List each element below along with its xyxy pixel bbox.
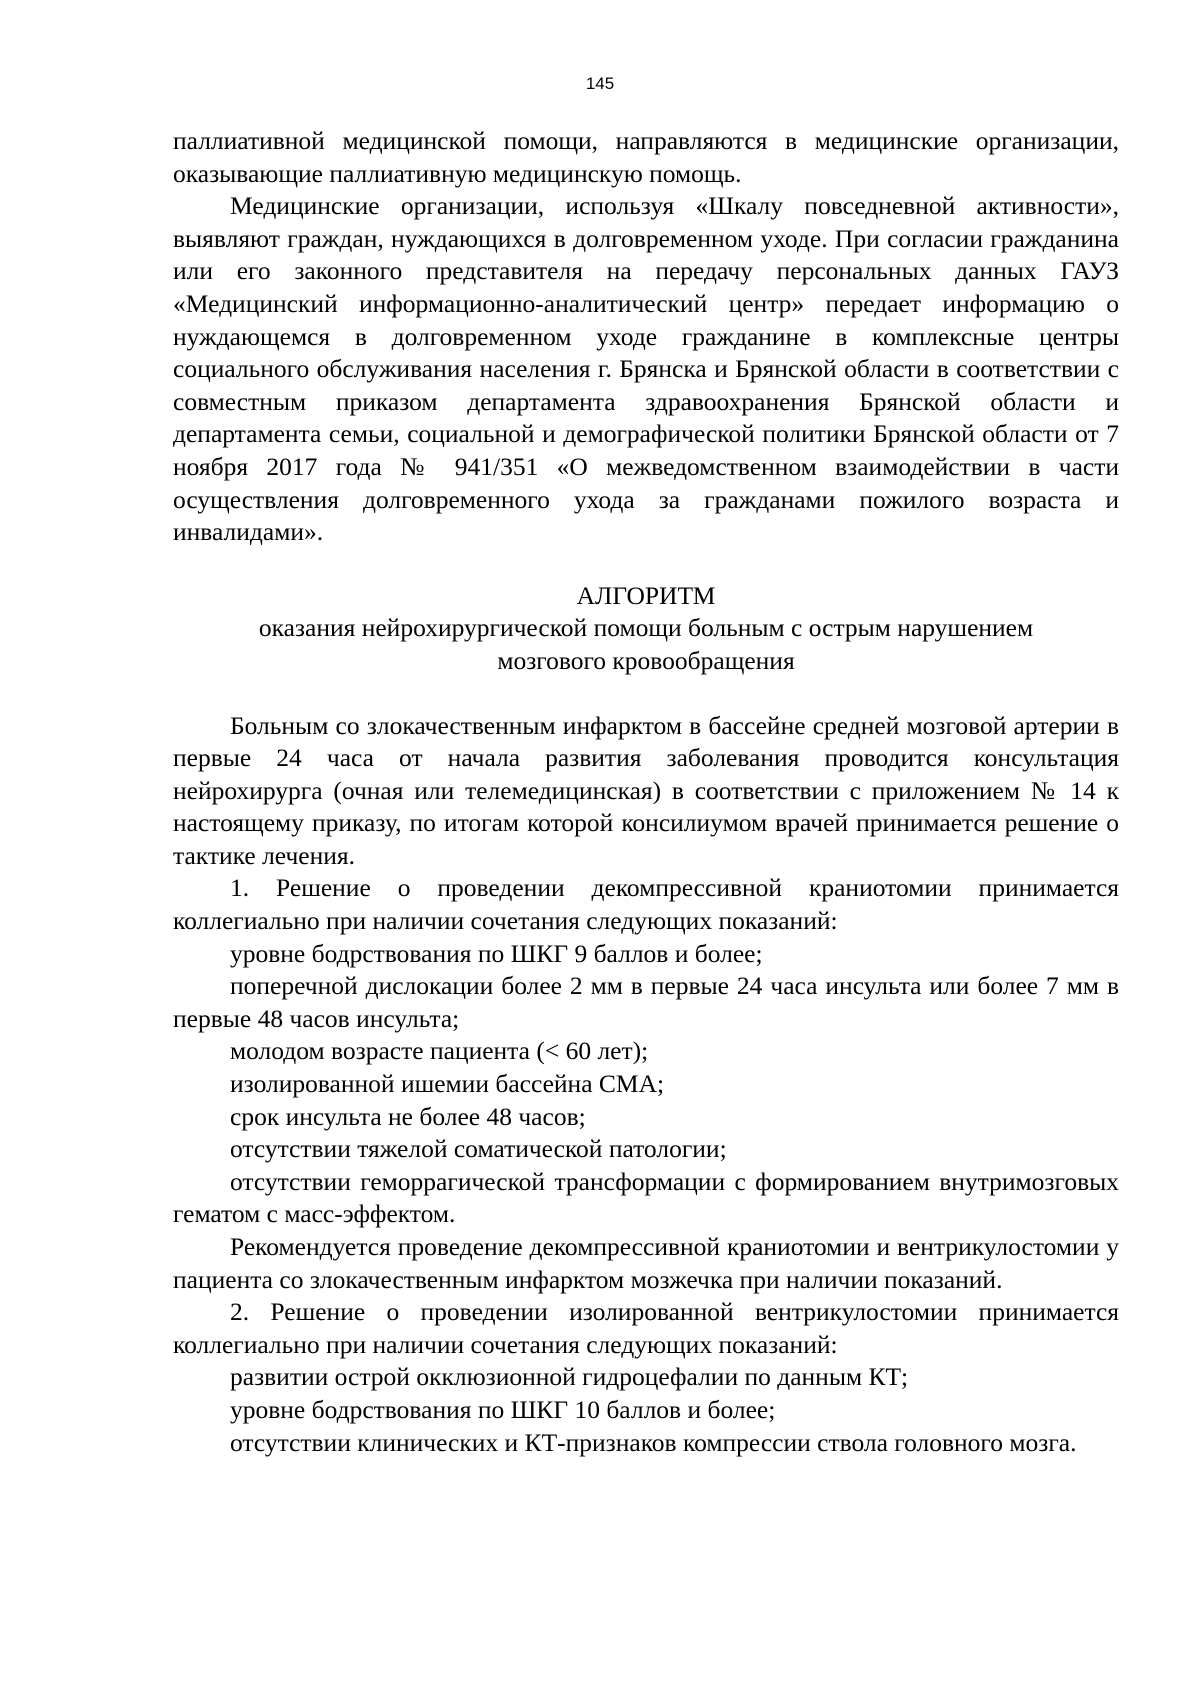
section-spacer	[173, 678, 1119, 710]
criterion-1-7: отсутствии геморрагической трансформации с формированием внутримозговых гематом с масс-эффектом.	[173, 1166, 1119, 1229]
criterion-1-3: молодом возрасте пациента (< 60 лет);	[230, 1036, 649, 1066]
decision-item-1: 1. Решение о проведении декомпрессивной краниотомии принимается коллегиально при наличии сочетания следующих показаний:	[173, 873, 1119, 936]
recommendation-paragraph: Рекомендуется проведение декомпрессивной краниотомии и вентрикулостомии у пациента со злокачественным инфарктом мозжечка при наличии показаний.	[173, 1232, 1119, 1294]
heading-subtitle-line-1: оказания нейрохирургической помощи больным с острым нарушением	[258, 613, 1034, 643]
criterion-1-6: отсутствии тяжелой соматической патологии;	[230, 1134, 727, 1164]
criterion-1-4: изолированной ишемии бассейна СМА;	[230, 1069, 665, 1099]
intro-paragraph-continuation: паллиативной медицинской помощи, направляются в медицинские организации, оказывающие паллиативную медицинскую помощь.	[173, 126, 1119, 188]
criterion-1-2: поперечной дислокации более 2 мм в первые 24 часа инсульта или более 7 мм в первые 48 часов инсульта;	[173, 971, 1119, 1033]
criterion-1-5: срок инсульта не более 48 часов;	[230, 1101, 586, 1131]
document-body	[173, 125, 1119, 1459]
intro-paragraph-long-term-care: Медицинские организации, используя «Шкалу повседневной активности», выявляют граждан, нуждающихся в долговременном уходе. При согласии гражданина или его законного представителя на передачу персональных данных ГАУЗ «Медицинский информационно-аналитический центр» передает информацию о нуждающемся в долговременном уходе гражданине в комплексные центры социального обслуживания населения г. Брянска и Брянской области в соответствии с совместным приказом департамента здравоохранения Брянской области и департамента семьи, социальной и демографической политики Брянской области от 7 ноября 2017 года № 941/351 «О межведомственном взаимодействии в части осуществления долговременного ухода за гражданами пожилого возраста и инвалидами».	[173, 191, 1119, 547]
heading-title: АЛГОРИТМ	[576, 580, 716, 610]
criterion-1-1: уровне бодрствования по ШКГ 9 баллов и более;	[230, 938, 763, 968]
decision-item-2: 2. Решение о проведении изолированной вентрикулостомии принимается коллегиально при наличии сочетания следующих показаний:	[173, 1297, 1119, 1359]
algorithm-intro-paragraph: Больным со злокачественным инфарктом в бассейне средней мозговой артерии в первые 24 часа от начала развития заболевания проводится консультация нейрохирурга (очная или телемедицинская) в соответствии с приложением № 14 к настоящему приказу, по итогам которой консилиумом врачей принимается решение о тактике лечения.	[173, 710, 1119, 870]
criterion-2-2: уровне бодрствования по ШКГ 10 баллов и более;	[230, 1394, 776, 1424]
page-number: 145	[585, 74, 615, 93]
criterion-2-1: развитии острой окклюзионной гидроцефалии по данным КТ;	[230, 1362, 909, 1392]
criterion-2-3: отсутствии клинических и КТ-признаков компрессии ствола головного мозга.	[230, 1427, 1077, 1457]
algorithm-heading	[173, 580, 1119, 678]
heading-subtitle-line-2: мозгового кровообращения	[497, 645, 795, 675]
